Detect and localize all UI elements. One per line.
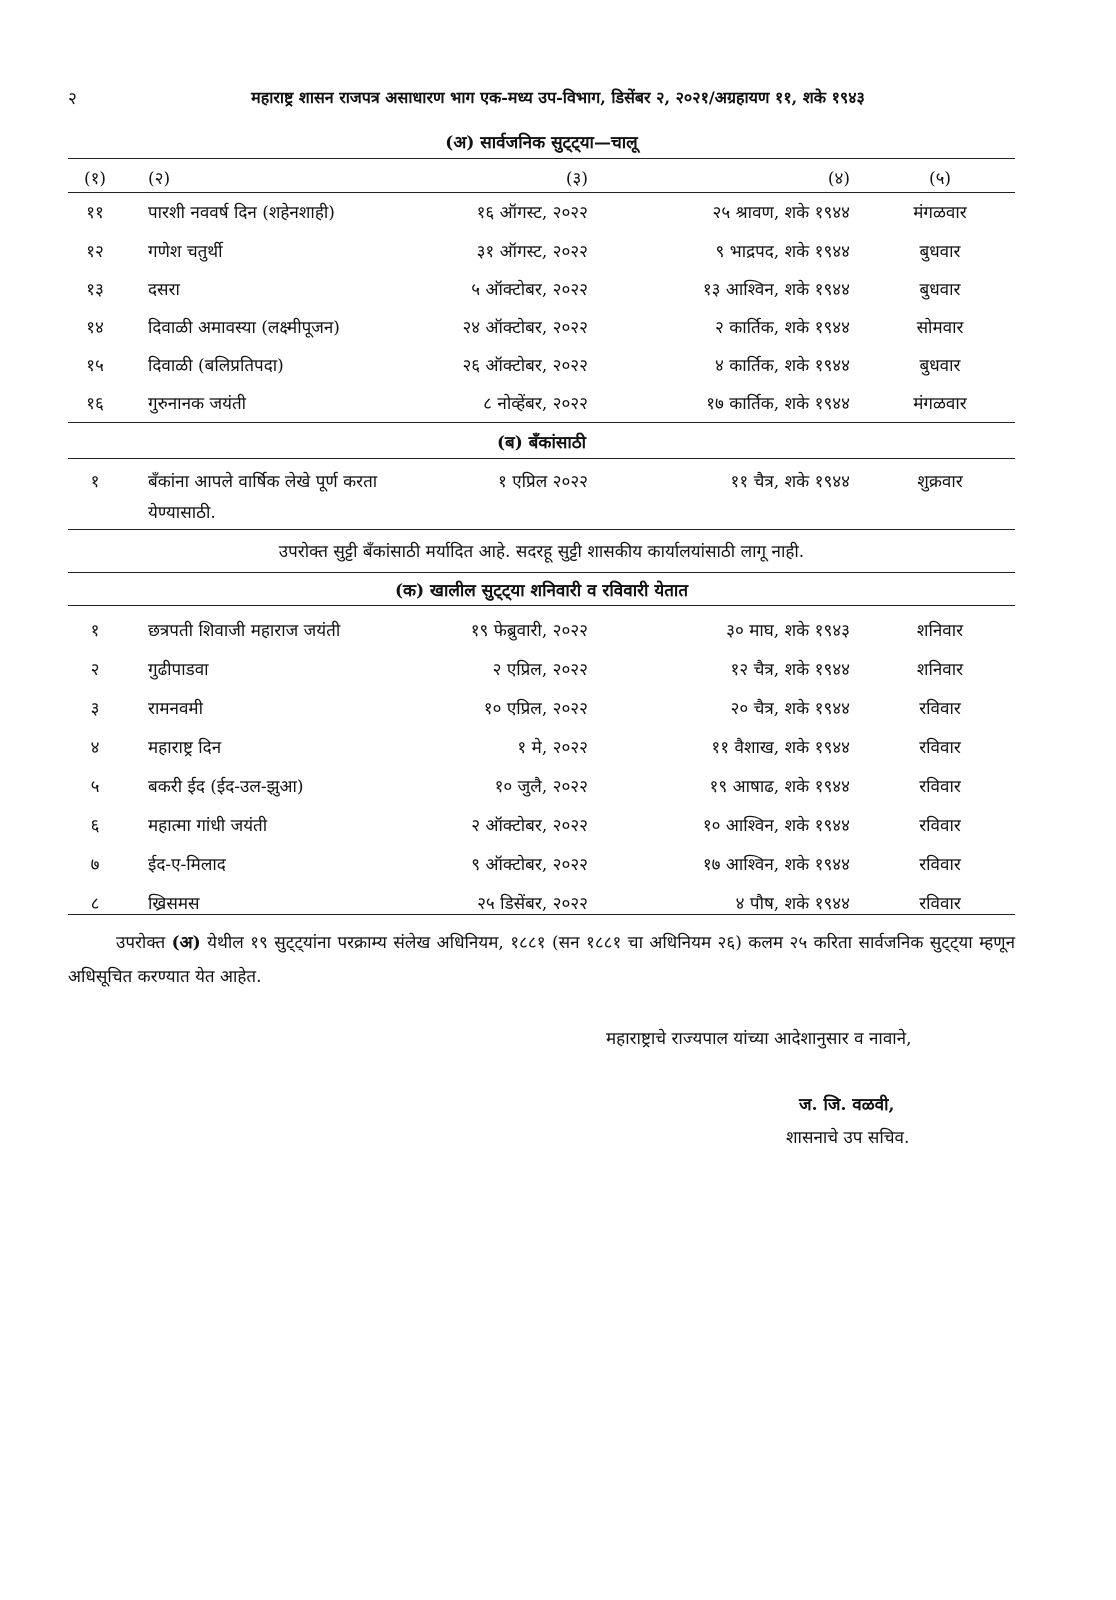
weekday: रविवार bbox=[919, 777, 961, 797]
weekday: रविवार bbox=[919, 699, 961, 719]
holiday-name: गणेश चतुर्थी bbox=[148, 242, 223, 262]
divider bbox=[68, 158, 1015, 159]
weekday: मंगळवार bbox=[913, 203, 967, 223]
holiday-name: छत्रपती शिवाजी महाराज जयंती bbox=[148, 621, 341, 641]
table-row-continuation bbox=[0, 500, 1116, 526]
gregorian-date: ५ ऑक्टोबर, २०२२ bbox=[471, 280, 588, 300]
gregorian-date: १९ फेब्रुवारी, २०२२ bbox=[470, 621, 588, 641]
saka-date: ९ भाद्रपद, शके १९४४ bbox=[715, 242, 850, 262]
saka-date: ११ वैशाख, शके १९४४ bbox=[711, 738, 850, 758]
serial-number: ५ bbox=[90, 777, 100, 797]
saka-date: २० चैत्र, शके १९४४ bbox=[730, 699, 850, 719]
serial-number: १ bbox=[90, 472, 100, 492]
holiday-name: दिवाळी (बलिप्रतिपदा) bbox=[148, 356, 284, 376]
signatory-designation: शासनाचे उप सचिव. bbox=[786, 1128, 910, 1148]
gregorian-date: २ ऑक्टोबर, २०२२ bbox=[471, 816, 588, 836]
weekday: रविवार bbox=[919, 894, 961, 914]
section-c-title: (क) खालील सुट्ट्या शनिवारी व रविवारी येतात bbox=[394, 581, 689, 601]
serial-number: १५ bbox=[86, 356, 104, 376]
paragraph-prefix: उपरोक्त bbox=[116, 933, 166, 953]
holiday-name: ख्रिसमस bbox=[148, 894, 200, 914]
serial-number: ३ bbox=[90, 699, 100, 719]
holiday-name: बकरी ईद (ईद-उल-झुआ) bbox=[148, 777, 304, 797]
notification-paragraph bbox=[68, 926, 1015, 994]
gregorian-date: १० जुलै, २०२२ bbox=[494, 777, 588, 797]
weekday: रविवार bbox=[919, 855, 961, 875]
serial-number: १४ bbox=[86, 318, 104, 338]
serial-number: २ bbox=[90, 660, 100, 680]
holiday-name: बँकांना आपले वार्षिक लेखे पूर्ण करता bbox=[148, 472, 378, 492]
weekday: रविवार bbox=[919, 816, 961, 836]
holiday-name: गुरुनानक जयंती bbox=[148, 394, 247, 414]
serial-number: ६ bbox=[90, 816, 100, 836]
divider bbox=[68, 529, 1015, 530]
serial-number: ८ bbox=[90, 894, 100, 914]
table-row bbox=[0, 200, 1116, 226]
divider bbox=[68, 572, 1015, 573]
holiday-name: पारशी नववर्ष दिन (शहेनशाही) bbox=[148, 203, 335, 223]
gregorian-date: २५ डिसेंबर, २०२२ bbox=[477, 894, 588, 914]
saka-date: २ कार्तिक, शके १९४४ bbox=[714, 318, 850, 338]
saka-date: १३ आश्विन, शके १९४४ bbox=[702, 280, 850, 300]
table-row bbox=[0, 353, 1116, 379]
divider bbox=[68, 605, 1015, 606]
saka-date: १७ कार्तिक, शके १९४४ bbox=[706, 394, 850, 414]
serial-number: ७ bbox=[90, 855, 100, 875]
saka-date: ४ पौष, शके १९४४ bbox=[735, 894, 850, 914]
weekday: बुधवार bbox=[919, 356, 961, 376]
holiday-name: दिवाळी अमावस्या (लक्ष्मीपूजन) bbox=[148, 318, 340, 338]
table-row bbox=[0, 391, 1116, 417]
table-row bbox=[0, 852, 1116, 878]
table-row bbox=[0, 618, 1116, 644]
gregorian-date: ३१ ऑगस्ट, २०२२ bbox=[476, 242, 588, 262]
weekday: बुधवार bbox=[919, 280, 961, 300]
weekday: सोमवार bbox=[916, 318, 964, 338]
holiday-name: रामनवमी bbox=[148, 699, 203, 719]
gregorian-date: २ एप्रिल, २०२२ bbox=[492, 660, 588, 680]
page-header: महाराष्ट्र शासन राजपत्र असाधारण भाग एक-मध्य उप-विभाग, डिसेंबर २, २०२१/अग्रहायण ११, शके १९४३ bbox=[251, 88, 865, 107]
divider bbox=[68, 914, 1015, 915]
table-row bbox=[0, 277, 1116, 303]
paragraph-text: येथील १९ सुट्ट्यांना परक्राम्य संलेख अधिनियम, १८८१ (सन १८८१ चा अधिनियम २६) कलम २५ करिता सार्वजनिक सुट्ट्या म्हणून अधिसूचित करण्यात येत आहेत. bbox=[68, 933, 1016, 987]
bank-holiday-note: उपरोक्त सुट्टी बँकांसाठी मर्यादित आहे. सदरहू सुट्टी शासकीय कार्यालयांसाठी लागू नाही. bbox=[278, 542, 805, 562]
holiday-name: महाराष्ट्र दिन bbox=[148, 738, 222, 758]
weekday: रविवार bbox=[919, 738, 961, 758]
weekday: शनिवार bbox=[916, 660, 964, 680]
holiday-name: गुढीपाडवा bbox=[148, 660, 209, 680]
serial-number: १२ bbox=[86, 242, 104, 262]
saka-date: १० आश्विन, शके १९४४ bbox=[702, 816, 850, 836]
serial-number: १६ bbox=[86, 394, 104, 414]
column-header: (३) bbox=[565, 169, 588, 189]
holiday-name-continued: येण्यासाठी. bbox=[148, 503, 216, 523]
gregorian-date: १ एप्रिल २०२२ bbox=[497, 472, 588, 492]
holiday-name: ईद-ए-मिलाद bbox=[148, 855, 226, 875]
column-header: (४) bbox=[827, 169, 850, 189]
serial-number: ११ bbox=[86, 203, 104, 223]
table-row bbox=[0, 774, 1116, 800]
table-row bbox=[0, 469, 1116, 495]
table-row bbox=[0, 315, 1116, 341]
gregorian-date: १६ ऑगस्ट, २०२२ bbox=[476, 203, 588, 223]
saka-date: १७ आश्विन, शके १९४४ bbox=[702, 855, 850, 875]
gregorian-date: ९ ऑक्टोबर, २०२२ bbox=[471, 855, 588, 875]
table-row bbox=[0, 696, 1116, 722]
gregorian-date: १० एप्रिल, २०२२ bbox=[483, 699, 588, 719]
section-a-title: (अ) सार्वजनिक सुट्ट्या—चालू bbox=[445, 133, 638, 153]
section-b-title: (ब) बँकांसाठी bbox=[496, 433, 587, 453]
signatory-name: ज. जि. वळवी, bbox=[799, 1095, 895, 1115]
by-order-line: महाराष्ट्राचे राज्यपाल यांच्या आदेशानुसार व नावाने, bbox=[606, 1029, 912, 1049]
saka-date: ४ कार्तिक, शके १९४४ bbox=[714, 356, 850, 376]
weekday: शनिवार bbox=[916, 621, 964, 641]
table-row bbox=[0, 239, 1116, 265]
paragraph-bold-ref: (अ) bbox=[171, 933, 201, 953]
table-row bbox=[0, 735, 1116, 761]
holiday-name: महात्मा गांधी जयंती bbox=[148, 816, 268, 836]
gregorian-date: २६ ऑक्टोबर, २०२२ bbox=[462, 356, 588, 376]
divider bbox=[68, 458, 1015, 459]
saka-date: १९ आषाढ, शके १९४४ bbox=[709, 777, 850, 797]
saka-date: २५ श्रावण, शके १९४४ bbox=[712, 203, 850, 223]
serial-number: ४ bbox=[90, 738, 100, 758]
serial-number: १३ bbox=[86, 280, 104, 300]
gregorian-date: ८ नोव्हेंबर, २०२२ bbox=[483, 394, 588, 414]
holiday-name: दसरा bbox=[148, 280, 180, 300]
weekday: शुक्रवार bbox=[917, 472, 963, 492]
gregorian-date: २४ ऑक्टोबर, २०२२ bbox=[462, 318, 588, 338]
table-row bbox=[0, 657, 1116, 683]
divider bbox=[68, 422, 1015, 423]
column-header: (२) bbox=[148, 169, 171, 189]
column-header: (१) bbox=[83, 169, 107, 189]
weekday: मंगळवार bbox=[913, 394, 967, 414]
column-header: (५) bbox=[928, 169, 952, 189]
weekday: बुधवार bbox=[919, 242, 961, 262]
saka-date: ११ चैत्र, शके १९४४ bbox=[730, 472, 850, 492]
column-header-row bbox=[0, 166, 1116, 192]
saka-date: १२ चैत्र, शके १९४४ bbox=[730, 660, 850, 680]
saka-date: ३० माघ, शके १९४३ bbox=[726, 621, 850, 641]
table-row bbox=[0, 813, 1116, 839]
page-number: २ bbox=[68, 89, 77, 109]
divider bbox=[68, 192, 1015, 193]
gregorian-date: १ मे, २०२२ bbox=[517, 738, 588, 758]
serial-number: १ bbox=[90, 621, 100, 641]
